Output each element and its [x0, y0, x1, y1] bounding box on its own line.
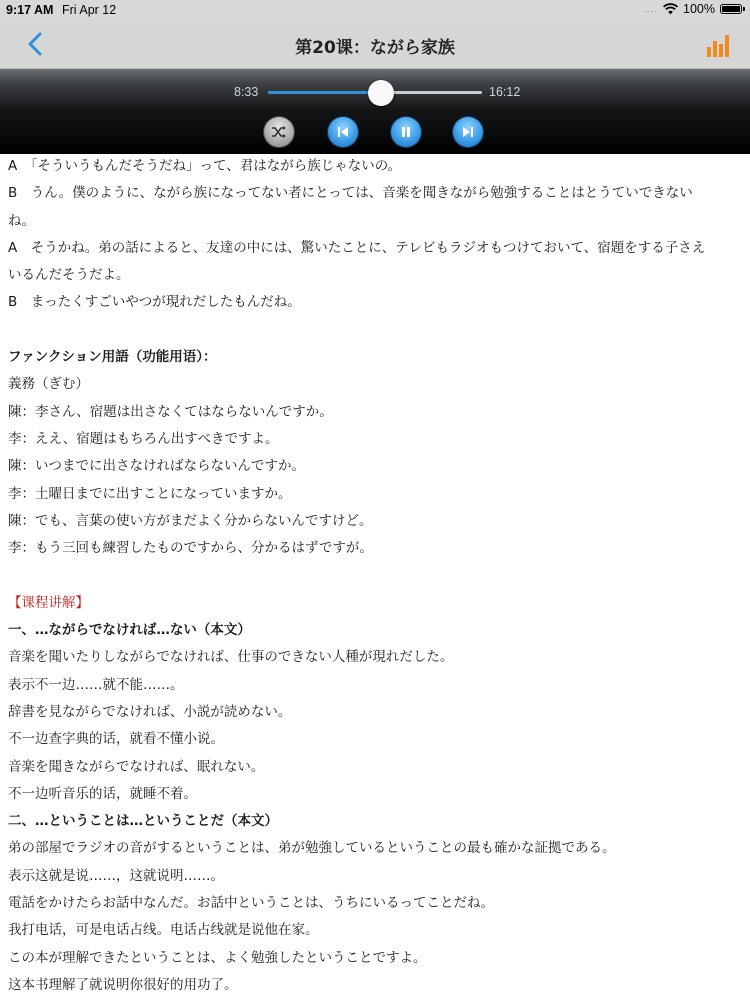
lesson-line: 表示不一边……就不能……。	[8, 676, 184, 693]
function-line: 李：ええ、宿題はもちろん出すべきですよ。	[8, 430, 279, 447]
page-title: 第20课：ながら家族	[295, 38, 455, 58]
pause-button[interactable]	[391, 117, 421, 147]
function-heading: ファンクション用語（功能用语）：	[8, 349, 217, 366]
wifi-icon	[663, 3, 678, 15]
lesson-line: 表示这就是说……，这就说明……。	[8, 867, 224, 884]
previous-track-icon	[336, 125, 350, 139]
lesson-heading: 【课程讲解】	[8, 594, 89, 611]
lesson-content	[8, 153, 742, 999]
dialogue-line: A 「そういうもんだそうだね」って、君はながら族じゃないの。	[8, 158, 402, 174]
dialogue-line: ね。	[8, 212, 35, 229]
lesson-subheading: 一、…ながらでなければ…ない（本文）	[8, 622, 251, 639]
lesson-line: 这本书理解了就说明你很好的用功了。	[8, 976, 238, 993]
shuffle-icon	[271, 125, 287, 139]
lesson-line: 我打电话，可是电话占线。电话占线就是说他在家。	[8, 922, 319, 939]
signal-dots: ....	[642, 3, 659, 15]
audio-player	[0, 69, 750, 154]
lesson-line: 不一边查字典的话，就看不懂小说。	[8, 731, 224, 748]
lesson-line: 音楽を聞いたりしながらでなければ、仕事のできない人種が現れだした。	[8, 649, 454, 666]
function-line: 李：もう三回も練習したものですから、分かるはずですが。	[8, 540, 373, 557]
lesson-line: 弟の部屋でラジオの音がするということは、弟が勉強しているということの最も確かな証拠である。	[8, 840, 616, 857]
progress-played	[268, 91, 381, 94]
function-line: 李：土曜日までに出すことになっていますか。	[8, 485, 292, 502]
function-line: 義務（ぎむ）	[8, 376, 89, 393]
previous-button[interactable]	[328, 117, 358, 147]
spacer	[8, 562, 742, 589]
shuffle-button[interactable]	[264, 117, 294, 147]
next-button[interactable]	[453, 117, 483, 147]
dialogue-line: A そうかね。弟の話によると、友達の中には、驚いたことに、テレビもラジオもつけておいて、宿題をする子さえ	[8, 239, 706, 256]
status-date: Fri Apr 12	[62, 3, 117, 17]
function-line: 陳：李さん、宿題は出さなくてはならないんですか。	[8, 403, 333, 420]
lesson-line: 電話をかけたらお話中なんだ。お話中ということは、うちにいるってことだね。	[8, 895, 494, 912]
progress-thumb[interactable]	[368, 80, 394, 106]
dialogue-line: B うん。僕のように、ながら族になってない者にとっては、音楽を聞きながら勉強することはとうていできない	[8, 185, 693, 202]
status-bar	[0, 0, 750, 20]
elapsed-time: 8:33	[234, 85, 259, 99]
next-track-icon	[461, 125, 475, 139]
function-line: 陳：いつまでに出さなければならないんですか。	[8, 458, 305, 475]
dialogue-line: いるんだそうだよ。	[8, 267, 130, 284]
battery-percent: 100%	[683, 2, 715, 16]
status-time: 9:17 AM	[6, 3, 54, 17]
function-line: 陳：でも、言葉の使い方がまだよく分からないんですけど。	[8, 512, 373, 529]
dialogue-line: B まったくすごいやつが現れだしたもんだね。	[8, 294, 301, 311]
lesson-subheading: 二、…ということは…ということだ（本文）	[8, 813, 278, 830]
lesson-line: 音楽を聞きながらでなければ、眠れない。	[8, 758, 265, 775]
bar-chart-icon[interactable]	[706, 33, 732, 57]
lesson-line: この本が理解できたということは、よく勉強したということですよ。	[8, 949, 427, 966]
spacer	[8, 317, 742, 344]
progress-slider[interactable]	[268, 91, 482, 94]
total-time: 16:12	[489, 85, 521, 99]
status-right	[643, 2, 742, 16]
lesson-line: 辞書を見ながらでなければ、小説が読めない。	[8, 703, 292, 720]
battery-icon	[720, 4, 742, 14]
navigation-bar	[0, 20, 750, 69]
pause-icon	[399, 125, 413, 139]
lesson-line: 不一边听音乐的话，就睡不着。	[8, 785, 197, 802]
